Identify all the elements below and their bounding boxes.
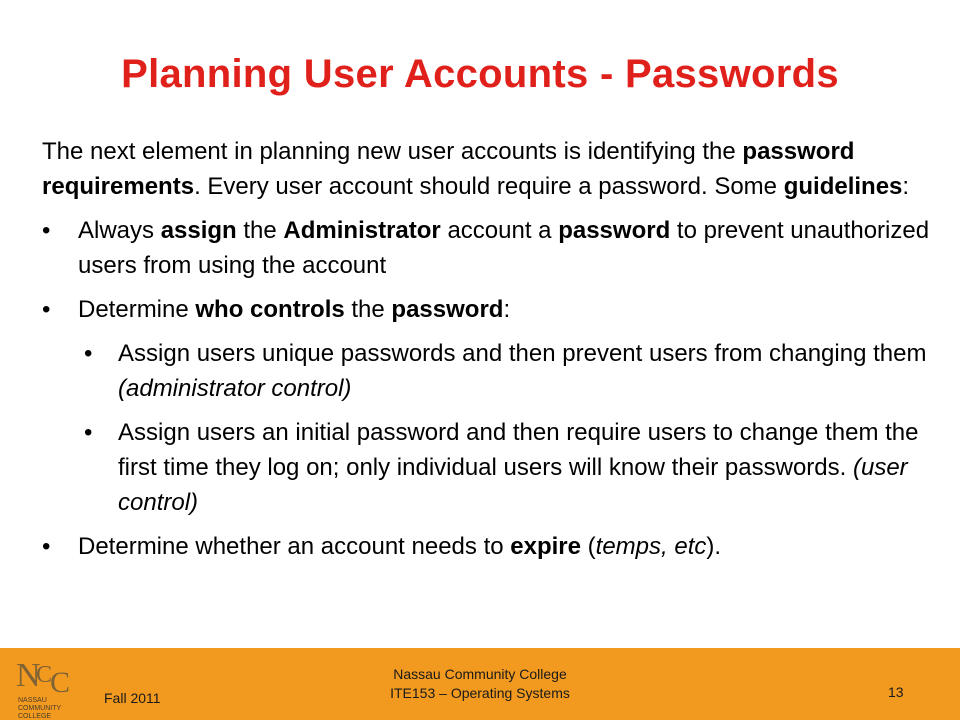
- bullet-dot: •: [42, 296, 51, 323]
- bullet-account-expire: • Determine whether an account needs to expire (temps, etc).: [42, 529, 942, 564]
- svg-text:COMMUNITY: COMMUNITY: [18, 705, 62, 712]
- bullet-admin-password: • Always assign the Administrator account a password to prevent unauthorized users from using the account: [42, 213, 942, 283]
- svg-text:NASSAU: NASSAU: [18, 697, 47, 704]
- course-name: ITE153 – Operating Systems: [390, 685, 570, 701]
- bullet-dot: •: [84, 419, 93, 446]
- college-name: Nassau Community College: [393, 666, 567, 682]
- bullet-dot: •: [42, 533, 51, 560]
- course-info: [0, 665, 960, 703]
- bullet-dot: •: [42, 217, 51, 244]
- svg-text:C: C: [50, 666, 71, 699]
- subbullet-administrator-control: • Assign users unique passwords and then prevent users from changing them (administrator control): [42, 336, 942, 406]
- page-number: 13: [888, 684, 904, 700]
- svg-text:C: C: [36, 662, 53, 688]
- svg-text:N: N: [16, 657, 41, 694]
- intro-paragraph: The next element in planning new user accounts is identifying the password requirements. Every user account should require a password. Some guidelines:: [42, 138, 910, 200]
- guideline-list: [42, 213, 942, 564]
- slide-title: Planning User Accounts - Passwords: [121, 52, 839, 96]
- slide-footer: [0, 648, 960, 720]
- subbullet-user-control: • Assign users an initial password and then require users to change them the first time they log on; only individual users will know their passwords. (user control): [42, 415, 942, 520]
- svg-text:COLLEGE: COLLEGE: [18, 713, 52, 718]
- semester-label: Fall 2011: [104, 690, 161, 706]
- slide-body: [42, 134, 942, 564]
- bullet-dot: •: [84, 340, 93, 367]
- bullet-password-control: • Determine who controls the password:: [42, 292, 942, 327]
